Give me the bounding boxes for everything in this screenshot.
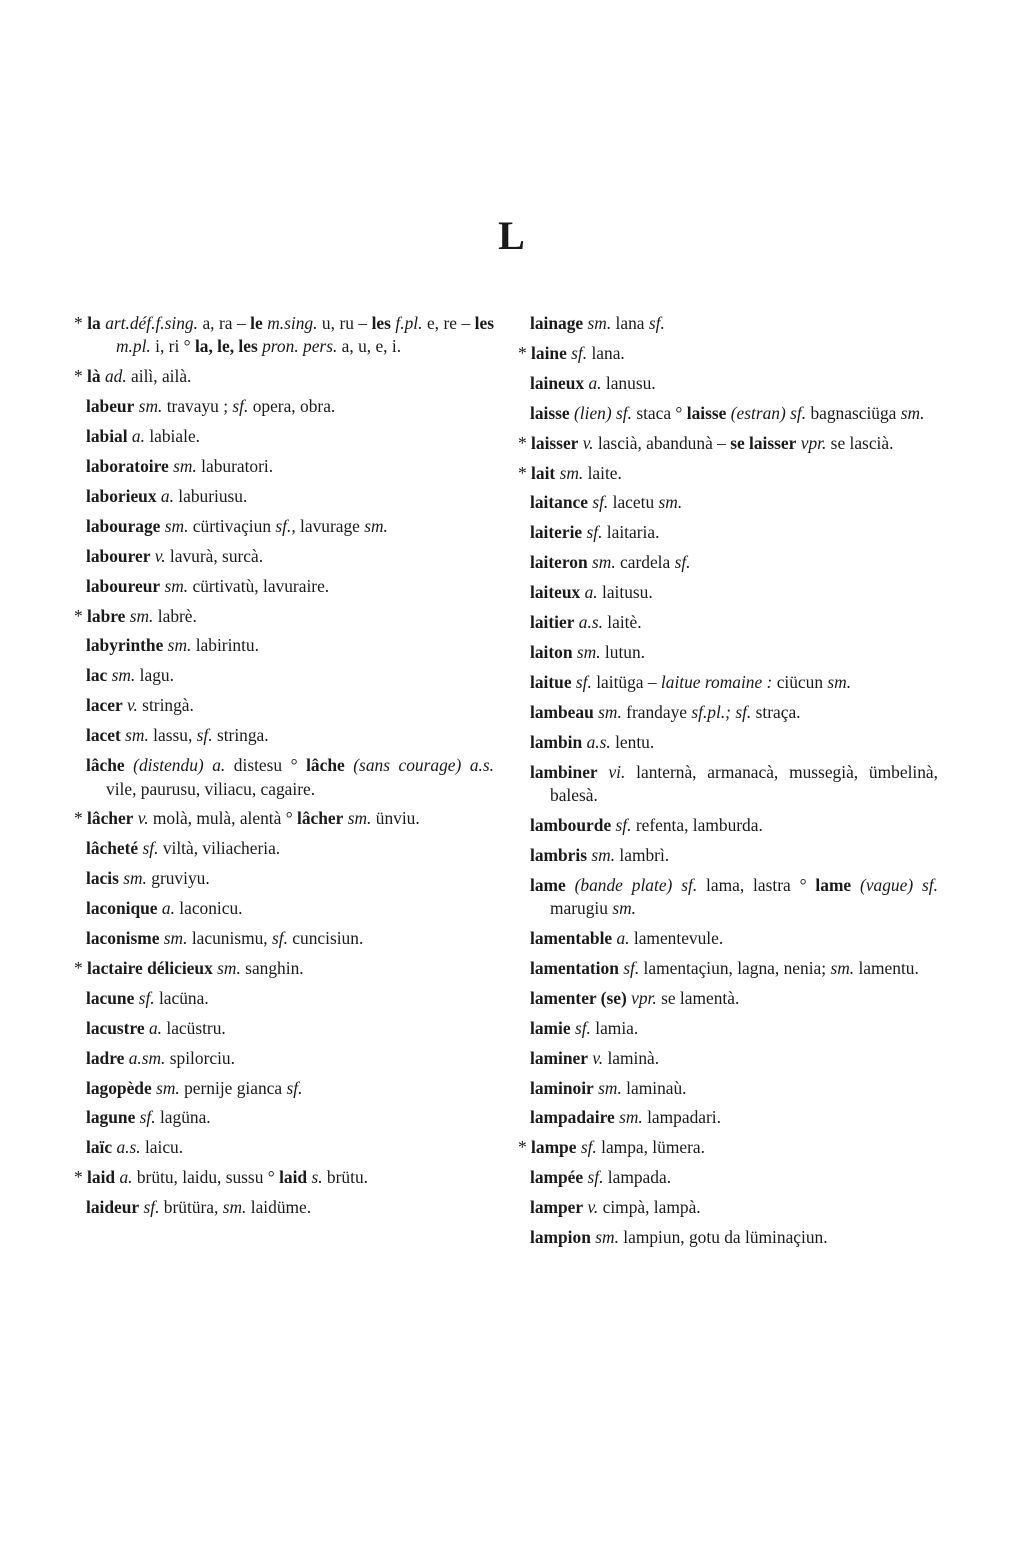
dictionary-entry [74,1166,494,1189]
entry-definition: (lien) sf. staca ° laisse (estran) sf. bagnasciüga sm. [573,402,925,423]
dictionary-entry [86,664,494,687]
entry-definition: a. lanusu. [588,372,656,393]
dictionary-entry [530,671,938,694]
entry-headword: là [87,366,101,387]
entry-headword: lac [86,665,108,686]
asterisk-marker: * [518,342,532,363]
entry-definition: sf. lamia. [574,1017,639,1038]
entry-definition: a. lamentevule. [616,928,724,949]
right-column [518,312,938,1256]
entry-definition: ad. ailì, ailà. [104,366,192,387]
dictionary-entry [86,1106,494,1129]
dictionary-entry [86,515,494,538]
dictionary-entry [86,837,494,860]
entry-headword: laborieux [86,485,157,506]
dictionary-entry [74,365,494,388]
entry-definition: sf. lamentaçiun, lagna, nenia; sm. lamentu. [623,957,919,978]
left-column [74,312,494,1256]
entry-definition: art.déf.f.sing. a, ra – le m.sing. u, ru – les f.pl. e, re – les m.pl. i, ri ° la, le, les pron. pers. a, u, e, i. [105,313,494,357]
entry-headword: lampée [530,1167,584,1188]
entry-headword: lampe [531,1137,577,1158]
entry-definition: sf. brütüra, sm. laidüme. [143,1197,312,1218]
entry-definition: sm. lampadari. [619,1107,721,1128]
dictionary-entry [86,1017,494,1040]
entry-definition: sm. travayu ; sf. opera, obra. [138,396,336,417]
dictionary-entry [86,927,494,950]
entry-headword: laiteron [530,552,588,573]
entry-headword: lambris [530,844,588,865]
dictionary-entry [86,425,494,448]
dictionary-entry [74,957,494,980]
dictionary-entry [530,1017,938,1040]
entry-headword: laineux [530,372,585,393]
entry-headword: lagopède [86,1077,152,1098]
dictionary-entry [86,1196,494,1219]
entry-definition: sm. lambrì. [591,844,670,865]
dictionary-entry [530,372,938,395]
dictionary-entry [530,641,938,664]
dictionary-entry [530,611,938,634]
dictionary-entry [86,634,494,657]
entry-definition: sf. lampada. [587,1167,672,1188]
dictionary-entry [530,761,938,808]
entry-headword: lagune [86,1107,136,1128]
asterisk-marker: * [518,1137,532,1158]
dictionary-entry [86,1077,494,1100]
entry-headword: lacer [86,695,123,716]
entry-definition: a. labiale. [131,426,201,447]
dictionary-entry [530,814,938,837]
entry-headword: labre [87,605,126,626]
entry-definition: sm. lana sf. [587,313,665,333]
dictionary-entry [86,724,494,747]
entry-headword: laitue [530,671,572,692]
dictionary-entry [530,491,938,514]
entry-headword: lacis [86,868,119,889]
entry-definition: (bande plate) sf. lama, lastra ° lame (vague) sf. marugiu sm. [550,874,938,919]
entry-definition: sm. frandaye sf.pl.; sf. straça. [598,701,801,722]
dictionary-entry [530,312,938,335]
dictionary-entry [86,987,494,1010]
asterisk-marker: * [74,808,88,829]
entry-definition: sm. lassu, sf. stringa. [125,725,269,746]
entry-definition: sm. laburatori. [173,456,274,477]
dictionary-entry [86,694,494,717]
dictionary-entry [86,897,494,920]
asterisk-marker: * [74,366,88,387]
dictionary-entry [530,551,938,574]
entry-headword: lame [530,874,566,895]
entry-headword: lâcher [87,808,134,829]
entry-headword: lambiner [530,761,598,782]
dictionary-entry [518,432,938,455]
entry-columns [74,312,938,1256]
dictionary-entry [86,867,494,890]
entry-definition: a. brütu, laidu, sussu ° laid s. brütu. [119,1167,368,1188]
entry-definition: sm. lacunismu, sf. cuncisiun. [163,928,364,949]
entry-headword: laminoir [530,1077,594,1098]
entry-definition: v. cimpà, lampà. [587,1197,701,1218]
entry-headword: lamenter (se) [530,987,627,1008]
entry-definition: sm. lampiun, gotu da lüminaçiun. [595,1227,828,1248]
entry-definition: sm. labrè. [129,605,197,626]
entry-definition: sf. laitüga – laitue romaine : ciücun sm. [575,671,852,692]
dictionary-entry [530,1226,938,1249]
entry-headword: laiteux [530,582,581,603]
asterisk-marker: * [518,462,532,483]
entry-definition: sm. lutun. [576,641,646,662]
entry-headword: labial [86,426,128,447]
dictionary-entry [86,545,494,568]
entry-headword: lampion [530,1227,591,1248]
entry-headword: lâche [86,755,125,776]
entry-headword: labyrinthe [86,635,164,656]
entry-headword: lamie [530,1017,571,1038]
entry-definition: v. laminà. [592,1047,660,1068]
dictionary-entry [530,1106,938,1129]
dictionary-entry [530,581,938,604]
entry-headword: laiterie [530,522,583,543]
dictionary-entry [86,575,494,598]
dictionary-entry [530,1166,938,1189]
entry-definition: v. lavurà, surcà. [154,545,264,566]
dictionary-entry [74,312,494,359]
entry-headword: ladre [86,1047,125,1068]
entry-headword: lacune [86,987,135,1008]
entry-headword: laiton [530,641,573,662]
dictionary-entry [86,455,494,478]
dictionary-entry [86,754,494,801]
dictionary-entry [530,731,938,754]
entry-headword: laboratoire [86,456,169,477]
entry-headword: labeur [86,396,135,417]
entry-headword: laconisme [86,928,160,949]
entry-definition: sf. refenta, lamburda. [615,814,763,835]
entry-headword: lacet [86,725,121,746]
entry-headword: lacustre [86,1017,145,1038]
entry-headword: labourer [86,545,151,566]
entry-headword: laine [531,342,567,363]
entry-headword: lait [531,462,556,483]
dictionary-entry [530,1047,938,1070]
dictionary-entry [86,485,494,508]
entry-definition: (distendu) a. distesu ° lâche (sans courage) a.s. vile, paurusu, viliacu, cagaire. [106,755,494,799]
entry-definition: sf. lagüna. [139,1107,211,1128]
dictionary-entry [86,1047,494,1070]
dictionary-entry [530,402,938,425]
entry-headword: lampadaire [530,1107,615,1128]
entry-definition: a. lacüstru. [148,1017,226,1038]
entry-headword: laid [87,1167,116,1188]
dictionary-entry [530,1077,938,1100]
entry-definition: sm. cardela sf. [592,552,691,573]
entry-headword: laitance [530,492,588,513]
dictionary-entry [74,807,494,830]
entry-definition: v. molà, mulà, alentà ° lâcher sm. ünviu. [137,808,420,829]
asterisk-marker: * [74,957,88,978]
entry-headword: lâcheté [86,838,139,859]
entry-definition: sm. cürtivaçiun sf., lavurage sm. [164,515,388,536]
dictionary-entry [86,1136,494,1159]
entry-definition: sf. lacüna. [138,987,209,1008]
entry-definition: a.s. laitè. [578,612,642,633]
dictionary-entry [530,874,938,921]
entry-definition: sf. laitaria. [586,522,660,543]
entry-definition: a.s. lentu. [586,731,655,752]
dictionary-entry [530,957,938,980]
dictionary-entry [530,927,938,950]
dictionary-entry [518,342,938,365]
entry-definition: sm. lagu. [111,665,174,686]
entry-definition: v. lascià, abandunà – se laisser vpr. se lascià. [582,432,894,453]
entry-definition: a.s. laicu. [116,1137,184,1158]
entry-definition: a. laburiusu. [160,485,248,506]
entry-headword: la [87,313,101,333]
dictionary-entry [530,701,938,724]
dictionary-entry [530,844,938,867]
entry-definition: sm. cürtivatù, lavuraire. [164,575,330,596]
entry-headword: laitier [530,612,575,633]
dictionary-entry [74,605,494,628]
entry-headword: laisse [530,402,570,423]
page-title: L [498,213,526,258]
entry-definition: a. laitusu. [584,582,653,603]
dictionary-entry [530,987,938,1010]
entry-headword: laisser [531,432,579,453]
entry-headword: labourage [86,515,161,536]
entry-headword: laboureur [86,575,161,596]
entry-headword: laideur [86,1197,140,1218]
entry-definition: v. stringà. [127,695,194,716]
entry-definition: sm. laminaù. [598,1077,687,1098]
entry-definition: sf. lampa, lümera. [580,1137,705,1158]
entry-headword: laïc [86,1137,113,1158]
entry-headword: lamper [530,1197,584,1218]
asterisk-marker: * [518,432,532,453]
entry-headword: lamentable [530,928,613,949]
entry-definition: sm. laite. [559,462,622,483]
entry-definition: a. laconicu. [161,898,243,919]
entry-definition: a.sm. spilorciu. [128,1047,235,1068]
entry-headword: lambeau [530,701,594,722]
entry-headword: lactaire délicieux [87,957,213,978]
asterisk-marker: * [74,1167,88,1188]
dictionary-entry [86,395,494,418]
entry-headword: lamentation [530,957,619,978]
entry-headword: laminer [530,1047,588,1068]
entry-definition: sm. sanghin. [217,957,304,978]
entry-headword: lainage [530,313,584,333]
dictionary-entry [518,1136,938,1159]
entry-definition: sm. pernije gianca sf. [156,1077,303,1098]
entry-headword: lambourde [530,814,612,835]
entry-headword: lambin [530,731,583,752]
entry-definition: sm. labirintu. [167,635,259,656]
entry-headword: laconique [86,898,158,919]
entry-definition: sf. viltà, viliacheria. [142,838,281,859]
entry-definition: sm. gruviyu. [123,868,210,889]
entry-definition: vi. lanternà, armanacà, mussegià, ümbelinà, balesà. [550,761,938,805]
asterisk-marker: * [74,313,88,333]
entry-definition: sf. lana. [571,342,625,363]
dictionary-entry [518,462,938,485]
dictionary-entry [530,521,938,544]
entry-definition: sf. lacetu sm. [592,492,683,513]
entry-definition: vpr. se lamentà. [631,987,740,1008]
asterisk-marker: * [74,605,88,626]
dictionary-entry [530,1196,938,1219]
